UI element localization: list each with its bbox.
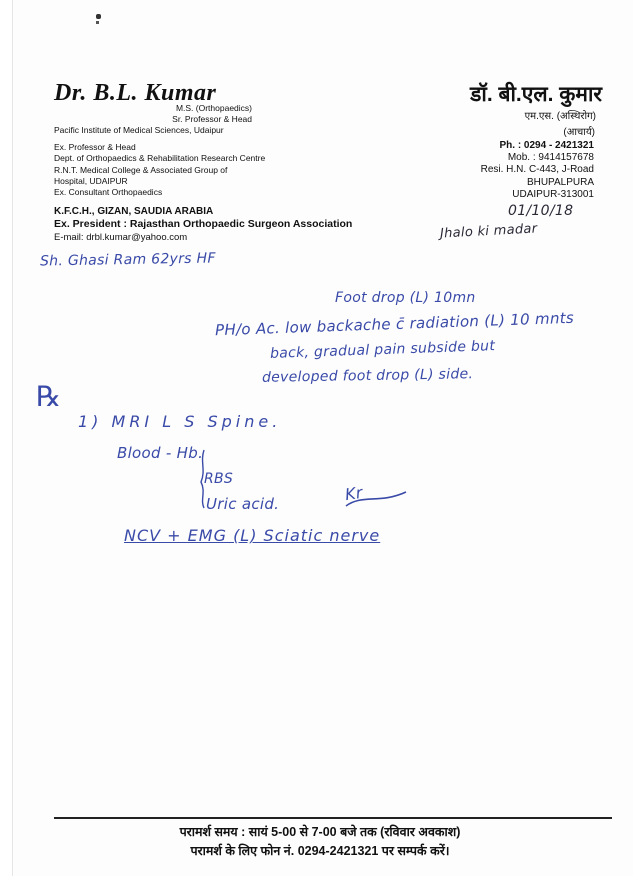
history-line: back, gradual pain subside but (269, 338, 496, 362)
designation: Sr. Professor & Head (172, 114, 252, 124)
title-hindi: (आचार्य) (563, 127, 595, 138)
residence: Resi. H.N. C-443, J-Road (480, 164, 594, 176)
patient-place: Jhalo ki madar (439, 221, 538, 242)
previous-line: Dept. of Orthopaedics & Rehabilitation Research Centre (54, 153, 266, 164)
qualification: M.S. (Orthopaedics) (175, 103, 252, 113)
phone: Ph. : 0294 - 2421321 (499, 140, 594, 151)
doctor-name-hindi: डॉ. बी.एल. कुमार (470, 83, 602, 106)
signature: Kr (343, 482, 364, 505)
advice-blood: Blood - Hb. (117, 444, 204, 462)
qualifications-block (54, 103, 252, 136)
rx-symbol: ℞ (36, 380, 62, 413)
email-line: E-mail: drbl.kumar@yahoo.com (54, 232, 188, 243)
history-line: PH/o Ac. low backache c̄ radiation (L) 10 mnts (214, 308, 575, 340)
chief-complaint: Foot drop (L) 10mn (335, 290, 476, 306)
advice-rbs: RBS (204, 471, 234, 487)
signature-stroke (340, 486, 412, 512)
kfch-line: K.F.C.H., GIZAN, SAUDIA ARABIA (54, 206, 214, 217)
area: BHUPALPURA (526, 176, 594, 188)
previous-positions (54, 142, 265, 198)
consultation-time: परामर्श समय : सायं 5-00 से 7-00 बजे तक (रविवार अवकाश) (179, 825, 461, 839)
consultation-phone: परामर्श के लिए फोन नं. 0294-2421321 पर सम्पर्क करें। (190, 844, 450, 858)
degree-hindi: एम.एस. (अस्थिरोग) (524, 111, 596, 122)
doctor-name: Dr. B.L. Kumar (54, 80, 217, 106)
patient-name: Sh. Ghasi Ram 62yrs HF (39, 250, 216, 270)
advice-mri: 1) MRI L S Spine. (78, 412, 282, 431)
institute: Pacific Institute of Medical Sciences, Udaipur (54, 125, 224, 135)
test-ncv-emg: NCV + EMG (L) Sciatic nerve (124, 526, 381, 545)
footer-divider (54, 817, 612, 819)
prescription-date: 01/10/18 (508, 203, 574, 219)
history-line: developed foot drop (L) side. (261, 366, 474, 386)
previous-line: Hospital, UDAIPUR (54, 175, 128, 186)
brace-stroke (198, 448, 208, 510)
contact-block (394, 140, 594, 201)
previous-line: R.N.T. Medical College & Associated Group of (54, 164, 228, 175)
previous-line: Ex. Professor & Head (54, 142, 136, 152)
scan-mark (96, 21, 99, 24)
scan-mark (96, 14, 101, 19)
mobile: Mob. : 9414157678 (507, 152, 594, 164)
advice-uric-acid: Uric acid. (206, 495, 280, 513)
previous-line: Ex. Consultant Orthopaedics (54, 187, 163, 198)
president-line: Ex. President : Rajasthan Orthopaedic Surgeon Association (54, 218, 353, 230)
city: UDAIPUR-313001 (512, 188, 594, 200)
